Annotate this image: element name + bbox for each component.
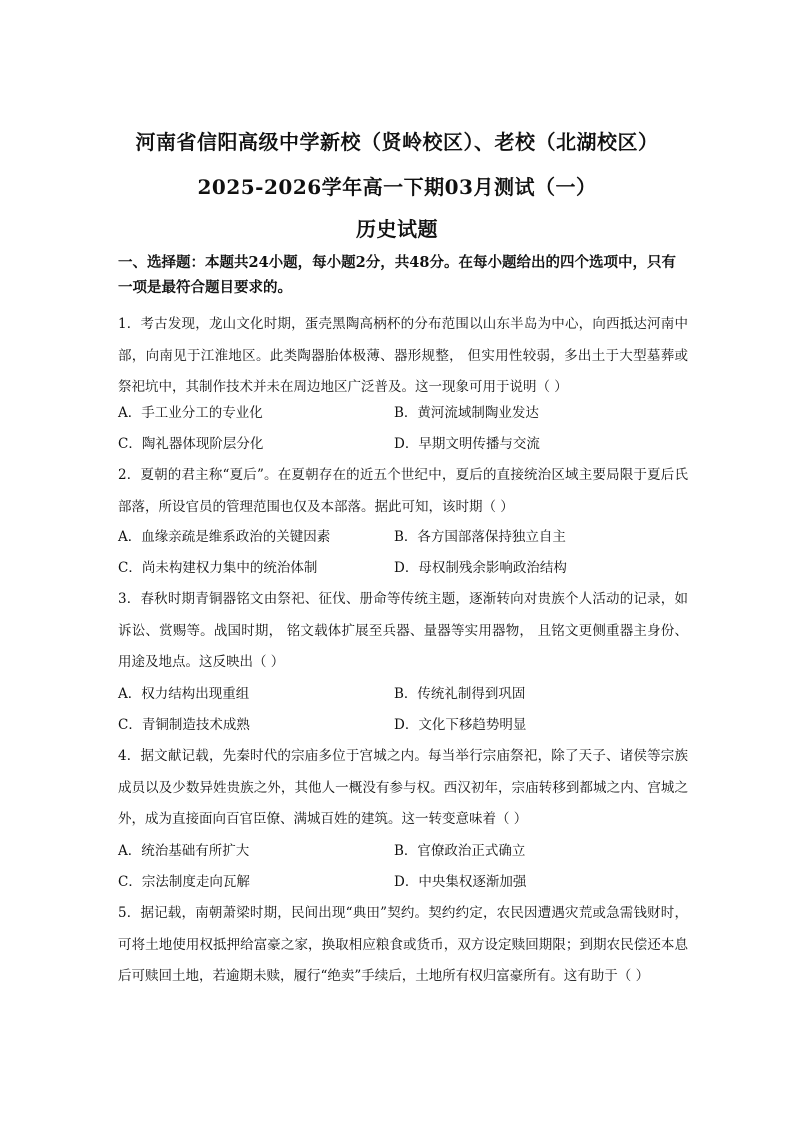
question-1-stem: 1．考古发现，龙山文化时期，蛋壳黑陶高柄杯的分布范围以山东半岛为中心，向西抵达河南中部，向南见于江淮地区。此类陶器胎体极薄、器形规整， 但实用性较弱，多出土于大型墓葬或祭祀坑中，其制作技术并未在周边地区广泛普及。这一现象可用于说明（ ） xyxy=(118,316,688,395)
question-4-option-d: D．中央集权逐渐加强 xyxy=(394,874,527,890)
question-4-option-c: C．宗法制度走向瓦解 xyxy=(118,874,250,890)
question-1-options xyxy=(118,398,688,460)
question-5-stem: 5．据记载，南朝萧梁时期，民间出现“典田”契约。契约约定，农民因遭遇灾荒或急需钱财时，可将土地使用权抵押给富豪之家，换取相应粮食或货币，双方设定赎回期限；到期农民偿还本息后可赎回土地，若逾期未赎，履行“绝卖”手续后，土地所有权归富豪所有。这有助于（ ） xyxy=(118,905,688,984)
question-3-option-c: C．青铜制造技术成熟 xyxy=(118,717,250,733)
question-2-option-a: A．血缘亲疏是维系政治的关键因素 xyxy=(118,529,331,545)
question-3-options xyxy=(118,679,688,741)
question-4-stem: 4．据文献记载，先秦时代的宗庙多位于宫城之内。每当举行宗庙祭祀，除了天子、诸侯等宗族成员以及少数异姓贵族之外，其他人一概没有参与权。西汉初年，宗庙转移到都城之内、宫城之外，成为直接面向百官臣僚、满城百姓的建筑。这一转变意味着（ ） xyxy=(118,748,688,827)
question-3-option-a: A．权力结构出现重组 xyxy=(118,686,250,702)
question-1-option-a: A．手工业分工的专业化 xyxy=(118,405,263,421)
subject-title: 历史试题 xyxy=(356,217,438,241)
question-2-option-b: B．各方国部落保持独立自主 xyxy=(394,529,566,545)
question-1-option-b: B．黄河流域制陶业发达 xyxy=(394,405,539,421)
question-2-options xyxy=(118,522,688,584)
question-1-option-d: D．早期文明传播与交流 xyxy=(394,436,540,452)
question-1-option-c: C．陶礼器体现阶层分化 xyxy=(118,436,264,452)
section-heading: 一、选择题：本题共24小题，每小题2分，共48分。在每小题给出的四个选项中，只有一项是最符合题目要求的。 xyxy=(118,254,676,296)
question-3-option-d: D．文化下移趋势明显 xyxy=(394,717,527,733)
question-4-options xyxy=(118,836,688,898)
question-4-option-b: B．官僚政治正式确立 xyxy=(394,843,526,859)
school-title: 河南省信阳高级中学新校（贤岭校区）、老校（北湖校区） xyxy=(135,130,659,154)
question-3-option-b: B．传统礼制得到巩固 xyxy=(394,686,526,702)
exam-title: 2025-2026学年高一下期03月测试（一） xyxy=(197,175,597,199)
question-2-option-d: D．母权制残余影响政治结构 xyxy=(394,560,567,576)
question-3-stem: 3．春秋时期青铜器铭文由祭祀、征伐、册命等传统主题，逐渐转向对贵族个人活动的记录，如诉讼、赏赐等。战国时期， 铭文载体扩展至兵器、量器等实用器物， 且铭文更侧重器主身份、用途及地点。这反映出（ ） xyxy=(118,591,688,670)
question-4-option-a: A．统治基础有所扩大 xyxy=(118,843,250,859)
question-2-stem: 2．夏朝的君主称“夏后”。在夏朝存在的近五个世纪中，夏后的直接统治区域主要局限于夏后氏部落，所设官员的管理范围也仅及本部落。据此可知，该时期（ ） xyxy=(118,467,688,515)
question-2-option-c: C．尚未构建权力集中的统治体制 xyxy=(118,560,318,576)
